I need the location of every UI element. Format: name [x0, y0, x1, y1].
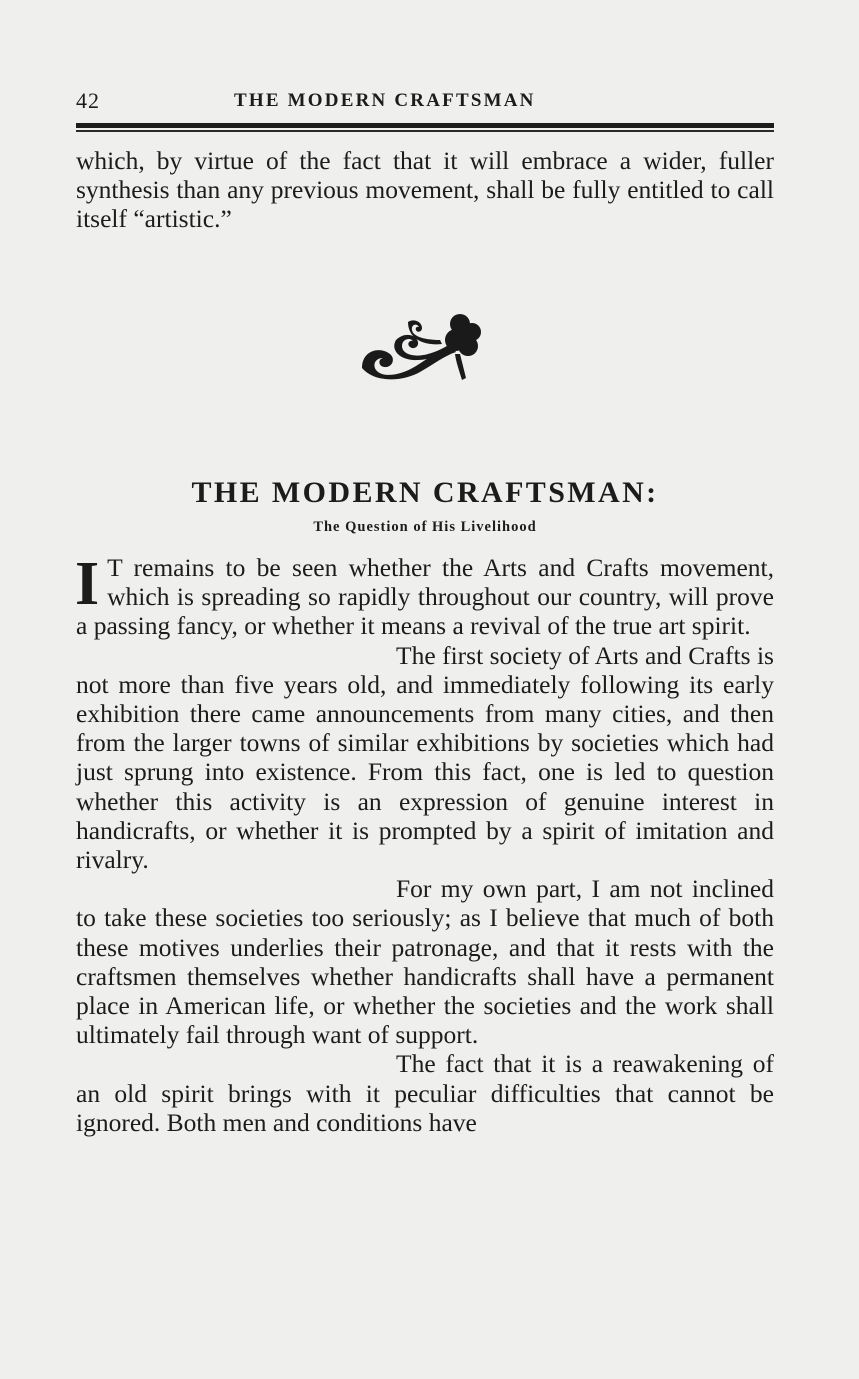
header-rule-thin [76, 130, 774, 132]
article-subtitle: The Question of His Livelihood [313, 519, 537, 535]
paragraph-2: The first society of Arts and Crafts is not more than five years old, and immediately following its early exhibition there came announcements from many cities, and then from the larger towns of similar exhibitions by societies which had just sprung into existence. From this fact, one is led to question whether this activity is an expression of genuine interest in handicrafts, or whether it is prompted by a spirit of imitation and rivalry. [76, 640, 774, 875]
floral-ornament-icon [356, 310, 482, 382]
paragraph-3: For my own part, I am not inclined to take these societies too seriously; as I believe that much of both these motives underlies their patronage, and that it rests with the craftsmen themselves whether handicrafts shall have a permanent place in American life, or whether the societies and the work shall ultimately fail through want of support. [76, 874, 774, 1050]
paragraph-4: The fact that it is a reawakening of an old spirit brings with it peculiar difficulties that cannot be ignored. Both men and conditions have [76, 1049, 774, 1137]
paragraph-1: I T remains to be seen whether the Arts and Crafts movement, which is spreading so rapidly throughout our country, will prove a passing fancy, or whether it means a revival of the true art spirit. [75, 550, 774, 641]
drop-cap: I [75, 550, 100, 618]
page-number: 42 [76, 88, 100, 113]
continuation-paragraph: which, by virtue of the fact that it will embrace a wider, fuller synthesis than any previous movement, shall be fully entitled to call itself “artistic.” [76, 146, 774, 234]
article-body [75, 550, 774, 1137]
running-title: THE MODERN CRAFTSMAN [234, 90, 536, 111]
article-title: THE MODERN CRAFTSMAN: [191, 476, 659, 509]
running-head [76, 88, 774, 118]
header-rule-thick [76, 123, 774, 128]
